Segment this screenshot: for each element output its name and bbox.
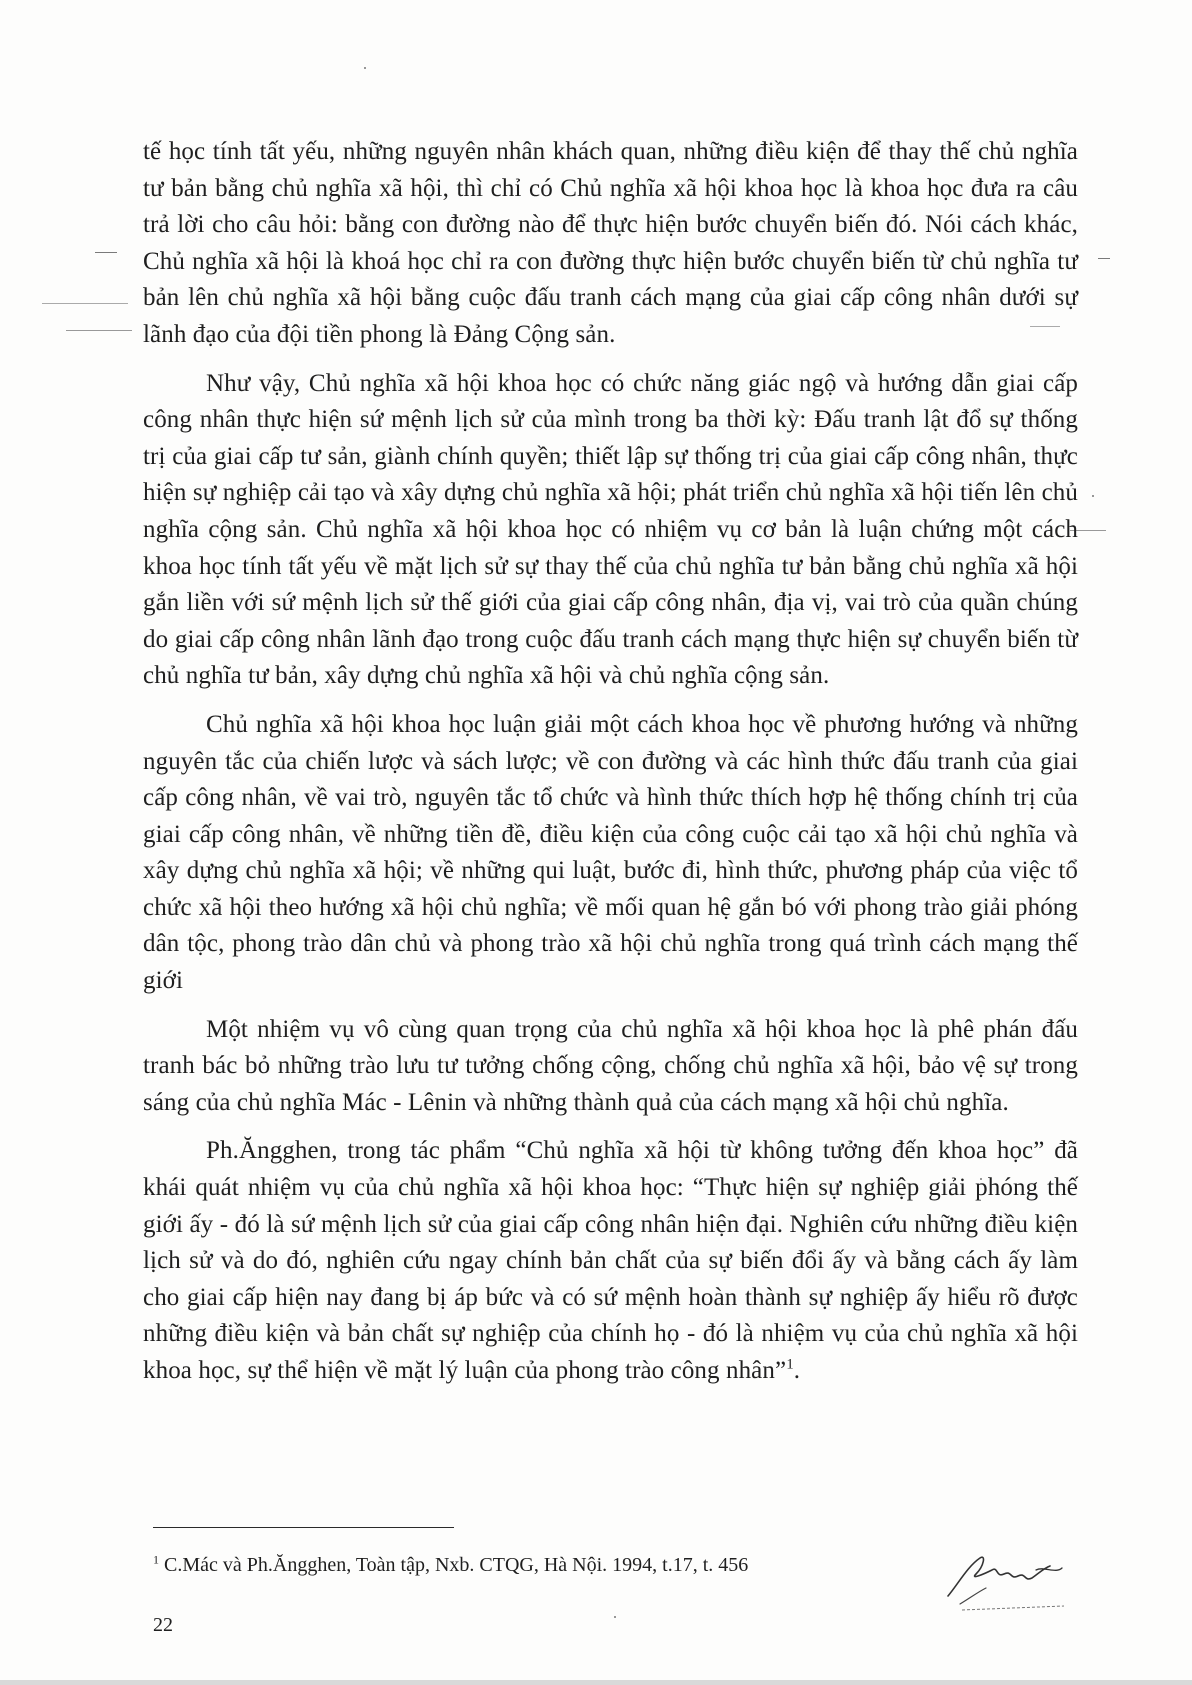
scan-mark — [1098, 258, 1110, 259]
body-text — [143, 134, 1078, 1402]
footnote — [153, 1553, 853, 1577]
paragraph-5-text: Ph.Ăngghen, trong tác phẩm “Chủ nghĩa xã hội từ không tưởng đến khoa học” đã khái quát nhiệm vụ của chủ nghĩa xã hội khoa học: “Thực hiện sự nghiệp giải phóng thế giới ấy - đó là sứ mệnh lịch sử của giai cấp công nhân hiện đại. Nghiên cứu những điều kiện lịch sử và do đó, nghiên cứu ngay chính bản chất của sự biến đổi ấy và bằng cách ấy làm cho giai cấp hiện nay đang bị áp bức và có sứ mệnh hoàn thành sự nghiệp ấy hiểu rõ được những điều kiện và bản chất sự nghiệp của chính họ - đó là nhiệm vụ của chủ nghĩa xã hội khoa học, sự thể hiện về mặt lý luận của phong trào công nhân” — [143, 1137, 1078, 1384]
paragraph-4: Một nhiệm vụ vô cùng quan trọng của chủ nghĩa xã hội khoa học là phê phán đấu tranh bác bỏ những trào lưu tư tưởng chống cộng, chống chủ nghĩa xã hội, bảo vệ sự trong sáng của chủ nghĩa Mác - Lênin và những thành quả của cách mạng xã hội chủ nghĩa. — [143, 1015, 1078, 1116]
paragraph-3: Chủ nghĩa xã hội khoa học luận giải một cách khoa học về phương hướng và những nguyên tắc của chiến lược và sách lược; về con đường và các hình thức đấu tranh của giai cấp công nhân, về vai trò, nguyên tắc tổ chức và hình thức thích hợp hệ thống chính trị của giai cấp công nhân, về những tiền đề, điều kiện của công cuộc cải tạo xã hội chủ nghĩa và xây dựng chủ nghĩa xã hội; về những qui luật, bước đi, hình thức, phương pháp của việc tổ chức xã hội theo hướng xã hội chủ nghĩa; về mối quan hệ gắn bó với phong trào giải phóng dân tộc, phong trào dân chủ và phong trào xã hội chủ nghĩa trong quá trình cách mạng thế giới — [143, 710, 1078, 995]
footnote-text: C.Mác và Ph.Ăngghen, Toàn tập, Nxb. CTQG, Hà Nội. 1994, t.17, t. 456 — [164, 1554, 749, 1576]
footnote-separator — [153, 1527, 454, 1528]
scan-border — [0, 1680, 1192, 1685]
scan-dot — [1092, 495, 1094, 497]
footnote-reference: 1 — [786, 1356, 794, 1373]
paragraph-1: tế học tính tất yếu, những nguyên nhân khách quan, những điều kiện để thay thế chủ nghĩa tư bản bằng chủ nghĩa xã hội, thì chỉ có Chủ nghĩa xã hội khoa học là khoa học đưa ra câu trả lời cho câu hỏi: bằng con đường nào để thực hiện bước chuyển biến đó. Nói cách khác, Chủ nghĩa xã hội là khoá học chỉ ra con đường thực hiện bước chuyển biến từ chủ nghĩa tư bản lên chủ nghĩa xã hội bằng cuộc đấu tranh cách mạng của giai cấp công nhân dưới sự lãnh đạo của đội tiền phong là Đảng Cộng sản. — [143, 138, 1078, 348]
scan-mark — [66, 330, 132, 331]
scan-mark — [42, 303, 128, 304]
scan-dot — [614, 1616, 616, 1618]
paragraph-2: Như vậy, Chủ nghĩa xã hội khoa học có chức năng giác ngộ và hướng dẫn giai cấp công nhân thực hiện sứ mệnh lịch sử của mình trong ba thời kỳ: Đấu tranh lật đổ sự thống trị của giai cấp tư sản, giành chính quyền; thiết lập sự thống trị của giai cấp công nhân, thực hiện sự nghiệp cải tạo và xây dựng chủ nghĩa xã hội; phát triển chủ nghĩa xã hội tiến lên chủ nghĩa cộng sản. Chủ nghĩa xã hội khoa học có nhiệm vụ cơ bản là luận chứng một cách khoa học tính tất yếu về mặt lịch sử sự thay thế của chủ nghĩa tư bản bằng chủ nghĩa xã hội gắn liền với sứ mệnh lịch sử thế giới của giai cấp công nhân, địa vị, vai trò của quần chúng do giai cấp công nhân lãnh đạo trong cuộc đấu tranh cách mạng thực hiện sự chuyển biến từ chủ nghĩa tư bản, xây dựng chủ nghĩa xã hội và chủ nghĩa cộng sản. — [143, 369, 1078, 690]
page-number: 22 — [153, 1614, 173, 1636]
paragraph-5-end: . — [793, 1357, 801, 1384]
signature-icon — [940, 1544, 1080, 1614]
scan-dot — [364, 67, 366, 69]
scan-mark — [95, 252, 117, 253]
footnote-marker: 1 — [153, 1552, 159, 1567]
paragraph-5 — [143, 1133, 1078, 1389]
